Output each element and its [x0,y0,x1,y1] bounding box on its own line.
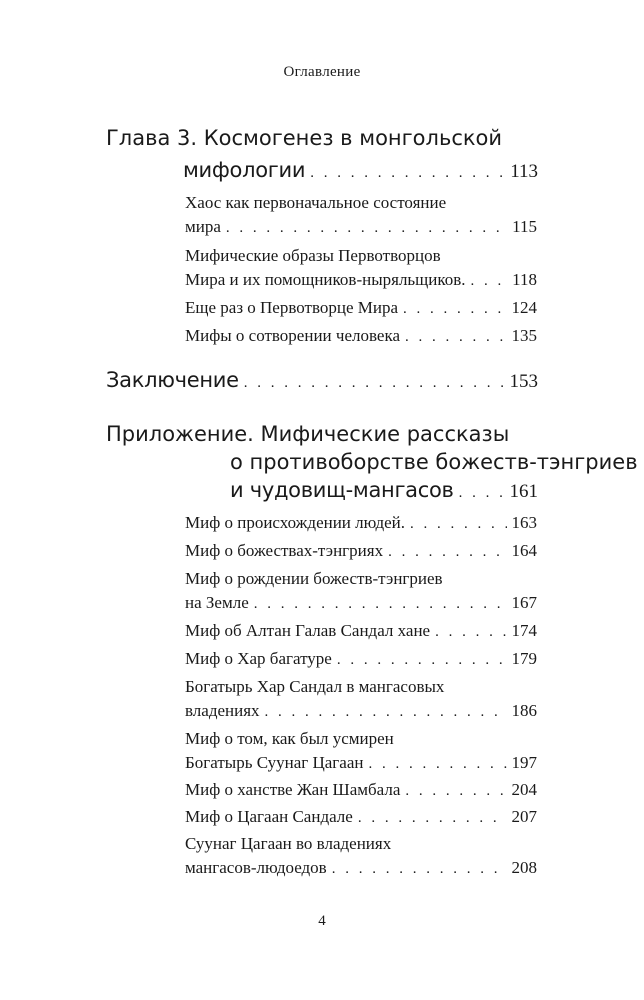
page-number: 174 [511,621,537,640]
toc-item[interactable] [185,593,537,613]
dot-leader [337,652,507,669]
dot-leader [471,273,508,290]
page-number: 208 [511,858,537,877]
toc-item-line2: Миф о Хар багатуре [185,649,332,668]
page-number: 163 [511,513,537,532]
toc-item[interactable] [185,858,537,878]
page-number: 179 [511,649,537,668]
dot-leader [410,516,506,533]
page-number: 161 [509,481,538,502]
page-number: 115 [512,217,537,236]
appendix-title-line1: Приложение. Мифические рассказы [106,422,510,446]
toc-item[interactable] [185,217,537,237]
toc-entry-chapter-3[interactable] [183,158,538,183]
toc-item-line1: Миф о рождении божеств-тэнгриев [185,569,443,588]
toc-item-line2: Миф о божествах-тэнгриях [185,541,384,560]
chapter-3-title-line2: мифологии [183,158,306,182]
toc-entry-appendix[interactable] [230,478,538,503]
dot-leader [332,861,507,878]
page-number: 113 [510,161,538,182]
toc-item[interactable] [185,513,537,533]
page-number: 135 [511,326,537,345]
appendix-title-line3: и чудовищ-мангасов [230,478,454,502]
dot-leader [459,485,505,502]
toc-item[interactable] [185,326,537,346]
page-number: 124 [511,298,537,317]
toc-item-line1: Мифические образы Первотворцов [185,246,441,265]
toc-item-line1: Миф о том, как был усмирен [185,729,394,748]
toc-item[interactable] [185,701,537,721]
dot-leader [368,756,506,773]
toc-item-line2: Мира и их помощников-ныряльщиков. [185,270,466,289]
toc-item[interactable] [185,753,537,773]
page-number: 164 [511,541,537,560]
dot-leader [405,783,506,800]
toc-item-line2: Миф о происхождении людей. [185,513,406,532]
dot-leader [435,624,506,641]
toc-item-line2: Миф об Алтан Галав Сандал хане [185,621,431,640]
page-number: 197 [511,753,537,772]
toc-item-line2: мангасов-людоедов [185,858,327,877]
toc-item[interactable] [185,541,537,561]
page-number: 118 [512,270,537,289]
toc-item-line2: Миф о Цагаан Сандале [185,807,353,826]
toc-item-line2: Богатырь Суунаг Цагаан [185,753,364,772]
toc-item-line2: на Земле [185,593,249,612]
toc-item[interactable] [185,270,537,290]
toc-item-line2: мира [185,217,221,236]
toc-item-line2: Еще раз о Первотворце Мира [185,298,399,317]
toc-item-line2: Миф о ханстве Жан Шамбала [185,780,401,799]
dot-leader [310,165,505,182]
toc-item-line1: Богатырь Хар Сандал в мангасовых [185,677,445,696]
page-number: 153 [509,371,538,392]
page-number: 204 [511,780,537,799]
dot-leader [265,704,507,721]
dot-leader [226,220,507,237]
page-folio-number: 4 [318,913,326,929]
chapter-3-title-line1: Глава 3. Космогенез в монгольской [106,126,503,150]
toc-item-line2: владениях [185,701,260,720]
toc-item-line1: Хаос как первоначальное состояние [185,193,447,212]
page-header: Оглавление [283,64,361,80]
toc-item-line1: Суунаг Цагаан во владениях [185,834,392,853]
dot-leader [254,596,507,613]
dot-leader [388,544,506,561]
toc-item[interactable] [185,298,537,318]
toc-item[interactable] [185,621,537,641]
appendix-title-line2: о противоборстве божеств-тэнгриев [230,450,638,474]
dot-leader [405,329,507,346]
dot-leader [244,375,505,392]
page-number: 186 [511,701,537,720]
dot-leader [403,301,506,318]
conclusion-title: Заключение [106,368,239,392]
dot-leader [358,810,507,827]
toc-item[interactable] [185,649,537,669]
toc-item[interactable] [185,780,537,800]
page-number: 167 [511,593,537,612]
toc-item[interactable] [185,807,537,827]
toc-item-line2: Мифы о сотворении человека [185,326,400,345]
page-number: 207 [511,807,537,826]
toc-entry-conclusion[interactable] [106,368,538,393]
